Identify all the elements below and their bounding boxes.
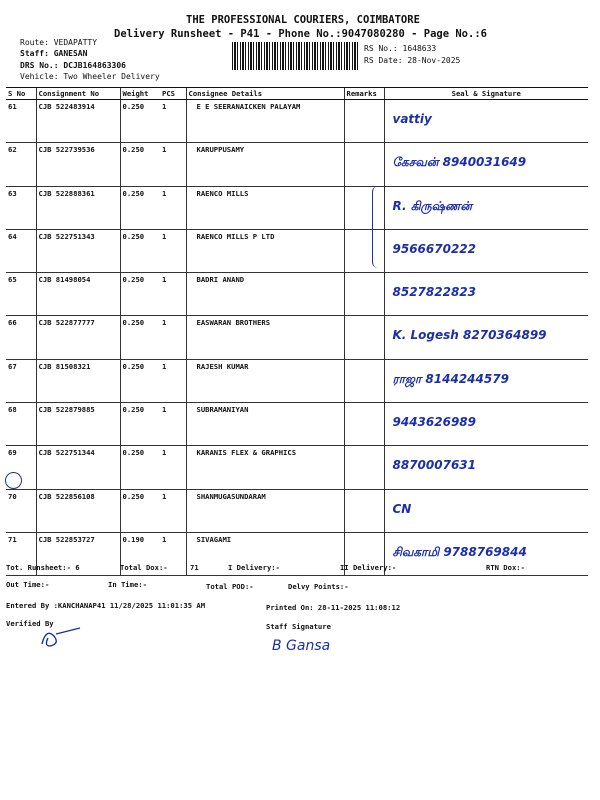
- pcs-cell: 1: [160, 100, 186, 143]
- rs-number: RS No.: 1648633: [364, 44, 437, 53]
- total-pod: Total POD:-: [206, 582, 254, 591]
- table-header-row: [6, 88, 588, 100]
- sno-cell: 67: [6, 359, 36, 402]
- pcs-cell: 1: [160, 316, 186, 359]
- total-dox-value: 71: [190, 563, 199, 572]
- consignee-cell: SIVAGAMI: [186, 532, 344, 575]
- pcs-cell: 1: [160, 186, 186, 229]
- weight-cell: 0.250: [120, 273, 160, 316]
- remarks-cell: [344, 489, 384, 532]
- signature-cell: [384, 186, 588, 229]
- sno-cell: 71: [6, 532, 36, 575]
- pcs-cell: 1: [160, 229, 186, 272]
- weight-cell: 0.250: [120, 100, 160, 143]
- route-label: Route: VEDAPATTY: [20, 38, 98, 47]
- table-row: [6, 316, 588, 359]
- runsheet-subtitle: Delivery Runsheet - P41 - Phone No.:9047080280 - Page No.:6: [114, 28, 487, 40]
- table-row: [6, 403, 588, 446]
- col-remarks: Remarks: [344, 88, 384, 100]
- handwritten-signature: R. கிருஷ்ணன்: [392, 198, 472, 213]
- sno-cell: 68: [6, 403, 36, 446]
- handwritten-signature: 9566670222: [392, 241, 476, 256]
- consignee-cell: RAJESH KUMAR: [186, 359, 344, 402]
- staff-signature-handwriting: B Gansa: [272, 638, 331, 654]
- staff-signature-label: Staff Signature: [266, 622, 331, 631]
- weight-cell: 0.250: [120, 143, 160, 186]
- col-consignee: Consignee Details: [186, 88, 344, 100]
- consignment-cell: CJB 522856108: [36, 489, 120, 532]
- signature-cell: [384, 316, 588, 359]
- verified-signature-scribble: [36, 624, 86, 652]
- sno-cell: 70: [6, 489, 36, 532]
- remarks-cell: [344, 143, 384, 186]
- consignment-cell: CJB 522877777: [36, 316, 120, 359]
- company-name: THE PROFESSIONAL COURIERS, COIMBATORE: [186, 14, 420, 26]
- handwritten-signature: 8870007631: [392, 458, 476, 473]
- tot-runsheet: Tot. Runsheet:- 6: [6, 563, 80, 572]
- drs-number: DRS No.: DCJB164863306: [20, 61, 126, 70]
- remarks-cell: [344, 359, 384, 402]
- remarks-cell: [344, 100, 384, 143]
- weight-cell: 0.250: [120, 446, 160, 489]
- weight-cell: 0.250: [120, 316, 160, 359]
- staff-label: Staff: GANESAN: [20, 49, 88, 58]
- circle-mark: [5, 472, 22, 489]
- sno-cell: 65: [6, 273, 36, 316]
- consignee-cell: KARANIS FLEX & GRAPHICS: [186, 446, 344, 489]
- signature-cell: [384, 143, 588, 186]
- remarks-cell: [344, 403, 384, 446]
- consignment-cell: CJB 81498054: [36, 273, 120, 316]
- ii-delivery: II Delivery:-: [340, 563, 397, 572]
- handwritten-signature: vattiy: [392, 112, 432, 126]
- delvy-points: Delvy Points:-: [288, 582, 349, 591]
- signature-cell: [384, 229, 588, 272]
- remarks-cell: [344, 446, 384, 489]
- table-row: [6, 186, 588, 229]
- consignment-cell: CJB 522879885: [36, 403, 120, 446]
- handwritten-signature: CN: [392, 501, 412, 516]
- handwritten-signature: K. Logesh 8270364899: [392, 328, 547, 343]
- col-pcs: PCS: [160, 88, 186, 100]
- col-weight: Weight: [120, 88, 160, 100]
- signature-cell: [384, 489, 588, 532]
- pcs-cell: 1: [160, 359, 186, 402]
- pcs-cell: 1: [160, 273, 186, 316]
- vehicle-label: Vehicle: Two Wheeler Delivery: [20, 72, 160, 81]
- table-row: [6, 489, 588, 532]
- total-dox-label: Total Dox:-: [120, 563, 168, 572]
- handwritten-signature: கேசவன் 8940031649: [392, 155, 527, 170]
- consignment-cell: CJB 522739536: [36, 143, 120, 186]
- weight-cell: 0.250: [120, 359, 160, 402]
- signature-cell: [384, 359, 588, 402]
- remarks-cell: [344, 273, 384, 316]
- entered-by: Entered By :KANCHANAP41 11/28/2025 11:01:35 AM: [6, 601, 206, 610]
- sno-cell: 63: [6, 186, 36, 229]
- remarks-cell: [344, 316, 384, 359]
- rs-date: RS Date: 28-Nov-2025: [364, 56, 461, 65]
- consignee-cell: RAENCO MILLS P LTD: [186, 229, 344, 272]
- signature-cell: [384, 403, 588, 446]
- col-sno: S No: [6, 88, 36, 100]
- weight-cell: 0.250: [120, 229, 160, 272]
- col-signature: Seal & Signature: [384, 88, 588, 100]
- in-time: In Time:-: [108, 580, 147, 589]
- signature-cell: [384, 446, 588, 489]
- consignee-cell: SUBRAMANIYAN: [186, 403, 344, 446]
- signature-cell: [384, 100, 588, 143]
- col-consignment: Consignment No: [36, 88, 120, 100]
- consignee-cell: RAENCO MILLS: [186, 186, 344, 229]
- weight-cell: 0.250: [120, 186, 160, 229]
- table-row: [6, 143, 588, 186]
- consignee-cell: E E SEERANAICKEN PALAYAM: [186, 100, 344, 143]
- weight-cell: 0.250: [120, 489, 160, 532]
- weight-cell: 0.250: [120, 403, 160, 446]
- consignee-cell: EASWARAN BROTHERS: [186, 316, 344, 359]
- pcs-cell: 1: [160, 403, 186, 446]
- consignment-cell: CJB 522483914: [36, 100, 120, 143]
- consignment-cell: CJB 522853727: [36, 532, 120, 575]
- pcs-cell: 1: [160, 446, 186, 489]
- consignee-cell: BADRI ANAND: [186, 273, 344, 316]
- sno-cell: 66: [6, 316, 36, 359]
- table-row: [6, 100, 588, 143]
- table-row: [6, 359, 588, 402]
- i-delivery: I Delivery:-: [228, 563, 280, 572]
- consignment-cell: CJB 81508321: [36, 359, 120, 402]
- signature-bracket: [372, 186, 381, 268]
- barcode-image: [232, 42, 360, 70]
- sno-cell: 61: [6, 100, 36, 143]
- sno-cell: 64: [6, 229, 36, 272]
- consignee-cell: SHANMUGASUNDARAM: [186, 489, 344, 532]
- runsheet-table: [6, 87, 588, 576]
- signature-cell: [384, 273, 588, 316]
- handwritten-signature: ராஜா 8144244579: [392, 371, 509, 386]
- pcs-cell: 1: [160, 532, 186, 575]
- verified-by: Verified By: [6, 619, 54, 628]
- printed-on: Printed On: 28-11-2025 11:08:12: [266, 603, 401, 612]
- weight-cell: 0.190: [120, 532, 160, 575]
- table-row: [6, 273, 588, 316]
- handwritten-signature: 8527822823: [392, 285, 476, 300]
- consignee-cell: KARUPPUSAMY: [186, 143, 344, 186]
- sno-cell: 69: [6, 446, 36, 489]
- pcs-cell: 1: [160, 489, 186, 532]
- sno-cell: 62: [6, 143, 36, 186]
- out-time: Out Time:-: [6, 580, 50, 589]
- consignment-cell: CJB 522751343: [36, 229, 120, 272]
- table-row: [6, 446, 588, 489]
- consignment-cell: CJB 522751344: [36, 446, 120, 489]
- consignment-cell: CJB 522888361: [36, 186, 120, 229]
- handwritten-signature: சிவகாமி 9788769844: [392, 544, 527, 559]
- pcs-cell: 1: [160, 143, 186, 186]
- rtn-dox: RTN Dox:-: [486, 563, 525, 572]
- handwritten-signature: 9443626989: [392, 415, 476, 430]
- table-row: [6, 229, 588, 272]
